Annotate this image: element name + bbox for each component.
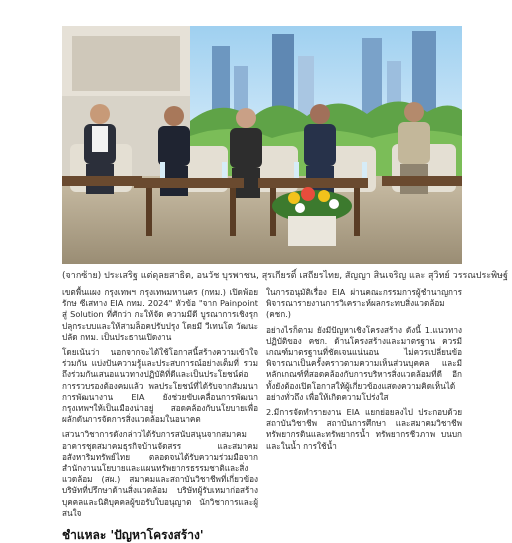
section-heading: ชำแหละ 'ปัญหาโครงสร้าง' — [62, 528, 204, 543]
paragraph: เขตพื้นแผง กรุงเทพฯ กรุงเทพมหานคร (กทม.) เปิดพ้อยรักษ ซีเสทาง EIA กทม. 2024" หัวข้อ "จาก Painpoint สู่ Solution ที่ศักว่า กะให้จัด ความมีดี บูรณาการเชิงรุก ปลุกระบบและให้สามล็อคปรับปรุง โดยมี วีเทนโต วัฒนะ ปลัด กทม. เป็นประธานเปิดงาน — [62, 287, 258, 342]
paragraph: 2.มีการจัดทำรายงาน EIA แยกย่อยลงไป ประกอบด้วย สถาบันวิชาชีพ สถาบันการศึกษา และสมาคมวิชาชีพ ทรัพยากรดินและทรัพยากรน้ำ ทรัพยากรชีวภาพ บนบก และในน้ำ การใช้น้ำ — [266, 407, 462, 451]
photo-caption: (จากซ้าย) ประเสริฐ แต่ดุลยสาธิต, อนวัช บุรพาชน, สุรเกียรติ์ เสถียรไทย, สัญญา สินเจริญ และ สุวิทย์ วรรณประพิษฐ์ — [62, 271, 508, 281]
left-column — [62, 287, 258, 543]
event-photo — [62, 26, 462, 264]
paragraph: ในการอนุมัติเรื่อง EIA ผ่านคณะกรรมการผู้ชำนาญการพิจารณารายงานการวิเคราะห์ผลกระทบสิ่งแวดล้อม (คชก.) — [266, 287, 462, 320]
right-column — [266, 287, 462, 456]
paragraph: โดยเน้นว่า นอกจากจะได้ใช้โอกาสนี้สร้างความเข้าใจร่วมกัน แบ่งปันความรู้และประสบการณ์อย่างเต็มที่ รวมถึงร่วมกันเสนอแนวทางปฏิบัติที่ดีและเป็นประโยชน์ต่อการรวบรองต้องคมแล้ว พลประโยชน์ที่ได้รับจากสัมมนาการพัฒนางาน EIA ยังช่วยขับเคลื่อนการพัฒนากรุงเทพฯให้เป็นเมืองน่าอยู่ สอดคล้องกับนโยบายเพื่อผลักดันการจัดการสิ่งแวดล้อมในอนาคต — [62, 347, 258, 425]
paragraph: เสวนาวิชาการดังกล่าวได้รับการสนับสนุนจากสมาคมอาคารชุดสมาคมธุรกิจบ้านจัดสรร และสมาคมอสังหาริมทรัพย์ไทย ตลอดจนได้รับความร่วมมือจากสำนักงานนโยบายและแผนทรัพยากรธรรมชาติและสิ่งแวดล้อม (สผ.) สมาคมและสถาบันวิชาชีพที่เกี่ยวข้อง บริษัทที่ปรึกษาด้านสิ่งแวดล้อม บริษัทผู้รับเหมาก่อสร้าง บุคคลและนิติบุคคลผู้ขอรับใบอนุญาต นักวิชาการและผู้สนใจ — [62, 429, 258, 518]
paragraph: อย่างไรก็ตาม ยังมีปัญหาเชิงโครงสร้าง ดังนี้ 1.แนวทางปฏิบัติของ คชก. ด้านโครงสร้างและมาตรฐาน ควรมีเกณฑ์มาตรฐานที่ชัดเจนแน่นอน ไม่ควรเปลี่ยนข้อพิจารณาเป็นครั้งคราวตามความเห็นส่วนบุคคล และมีหลักเกณฑ์ที่สอดคล้องกับการบริหารสิ่งแวดล้อมที่ดี อีกทั้งยังต้องเปิดโอกาสให้ผู้เกี่ยวข้องแสดงความคิดเห็นได้อย่างทั่วถึง เพื่อให้เกิดความโปร่งใส — [266, 324, 462, 402]
panel-discussion-photo — [62, 26, 462, 264]
